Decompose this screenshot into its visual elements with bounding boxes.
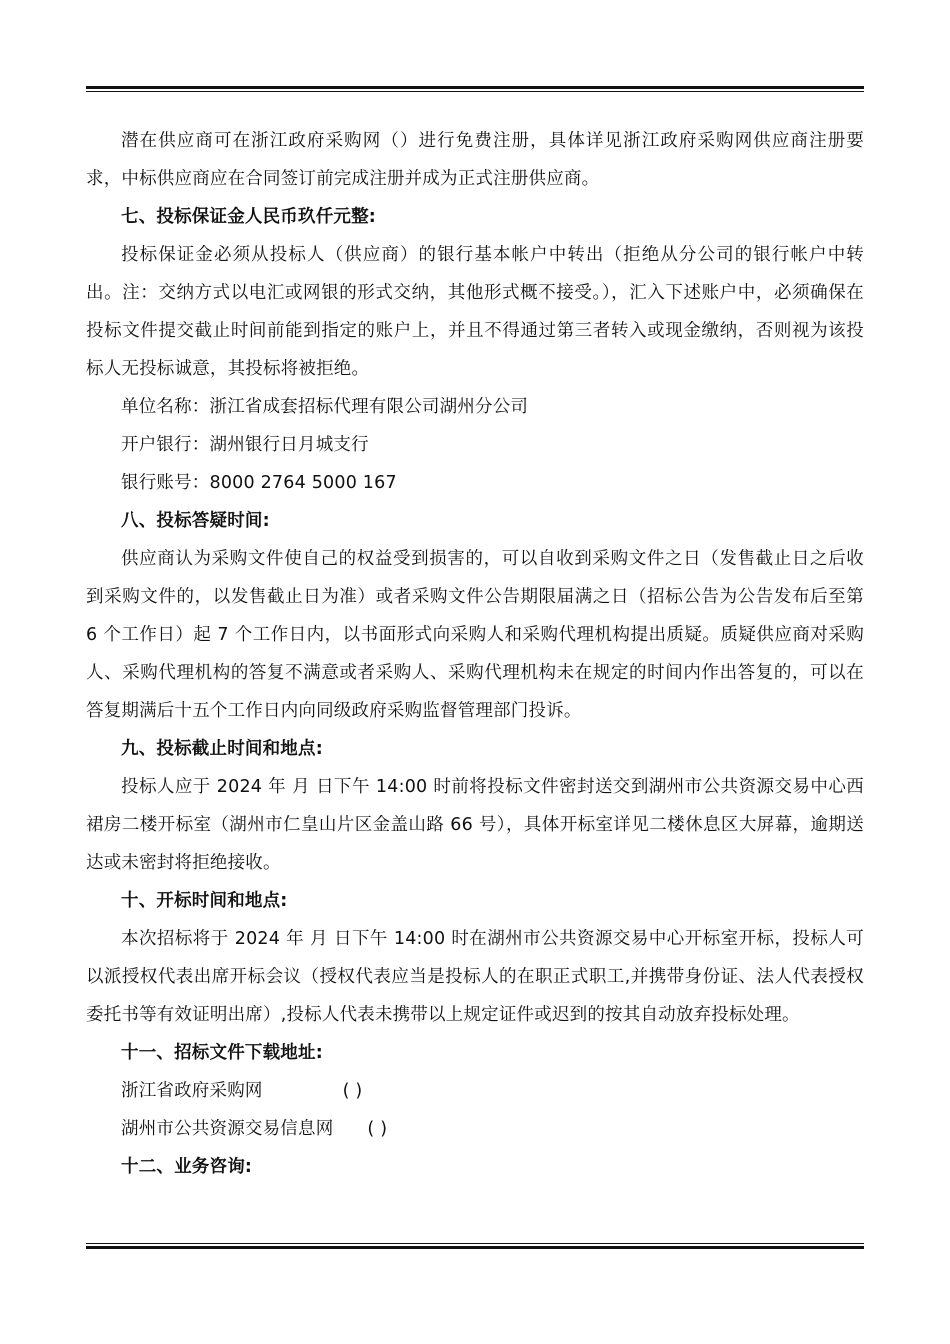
section-8-heading: 八、投标答疑时间: [121, 511, 270, 531]
site-2-link[interactable]: ( ) [367, 1119, 388, 1139]
section-9-paragraph: 投标人应于 2024 年 月 日下午 14:00 时前将投标文件密封送交到湖州市公共资源交易中心西裙房二楼开标室（湖州市仁皇山片区金盖山路 66 号），具体开标室详见二楼休息区大屏幕，逾期送达或未密封将拒绝接收。 [86, 777, 864, 873]
download-site-1 [86, 1072, 864, 1110]
section-7-heading: 七、投标保证金人民币玖仟元整: [121, 207, 376, 227]
site-1-name: 浙江省政府采购网 [121, 1081, 263, 1101]
section-8-paragraph: 供应商认为采购文件使自己的权益受到损害的，可以自收到采购文件之日（发售截止日之后收到采购文件的，以发售截止日为准）或者采购文件公告期限届满之日（招标公告为公告发布后至第 6 个工作日）起 7 个工作日内，以书面形式向采购人和采购代理机构提出质疑。质疑供应商对采购人、采购代理机构的答复不满意或者采购人、采购代理机构未在规定的时间内作出答复的，可以在答复期满后十五个工作日内向同级政府采购监督管理部门投诉。 [86, 549, 864, 721]
section-10-paragraph: 本次招标将于 2024 年 月 日下午 14:00 时在湖州市公共资源交易中心开标室开标，投标人可以派授权代表出席开标会议（授权代表应当是投标人的在职正式职工,并携带身份证、法人代表授权委托书等有效证明出席）,投标人代表未携带以上规定证件或迟到的按其自动放弃投标处理。 [86, 929, 864, 1025]
bank-line: 开户银行：湖州银行日月城支行 [121, 435, 369, 455]
section-9-heading: 九、投标截止时间和地点: [121, 739, 323, 759]
section-10-heading: 十、开标时间和地点: [121, 891, 288, 911]
site-1-link[interactable]: ( ) [342, 1081, 363, 1101]
document-body [86, 122, 864, 1186]
unit-name-line: 单位名称：浙江省成套招标代理有限公司湖州分公司 [121, 397, 529, 417]
section-12-heading: 十二、业务咨询: [121, 1157, 253, 1177]
footer-rule [86, 1243, 864, 1250]
intro-paragraph: 潜在供应商可在浙江政府采购网（）进行免费注册，具体详见浙江政府采购网供应商注册要求，中标供应商应在合同签订前完成注册并成为正式注册供应商。 [86, 131, 864, 189]
download-site-2 [86, 1110, 864, 1148]
section-7-paragraph: 投标保证金必须从投标人（供应商）的银行基本帐户中转出（拒绝从分公司的银行帐户中转出。注：交纳方式以电汇或网银的形式交纳，其他形式概不接受。），汇入下述账户中，必须确保在投标文件提交截止时间前能到指定的账户上，并且不得通过第三者转入或现金缴纳，否则视为该投标人无投标诚意，其投标将被拒绝。 [86, 245, 864, 379]
account-line: 银行账号：8000 2764 5000 167 [121, 473, 397, 493]
site-2-name: 湖州市公共资源交易信息网 [121, 1119, 334, 1139]
section-11-heading: 十一、招标文件下载地址: [121, 1043, 323, 1063]
header-rule [86, 86, 864, 93]
